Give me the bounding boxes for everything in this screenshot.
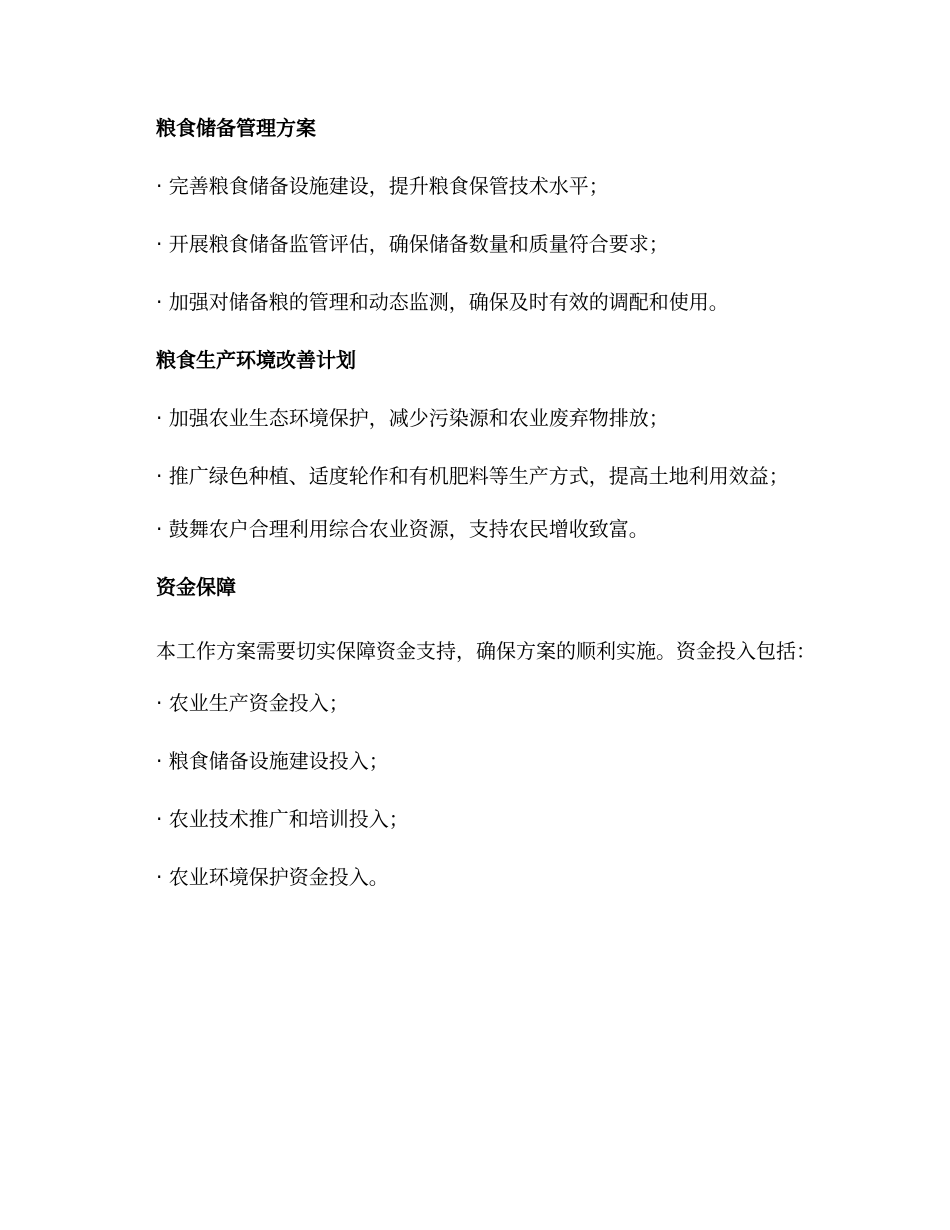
list-item: · 粮食储备设施建设投入； [156, 749, 389, 773]
list-item: · 完善粮食储备设施建设，提升粮食保管技术水平； [156, 174, 609, 198]
list-item: · 加强农业生态环境保护，减少污染源和农业废弃物排放； [156, 406, 669, 430]
list-item: · 农业技术推广和培训投入； [156, 807, 409, 831]
list-item: · 鼓舞农户合理利用综合农业资源，支持农民增收致富。 [156, 517, 649, 541]
document-page [112, 112, 838, 919]
list-item: · 开展粮食储备监管评估，确保储备数量和质量符合要求； [156, 232, 669, 256]
funding-paragraph: 本工作方案需要切实保障资金支持，确保方案的顺利实施。资金投入包括： [156, 639, 816, 663]
section-heading-funding: 资金保障 [156, 575, 236, 599]
section-heading-grain-reserve: 粮食储备管理方案 [156, 116, 316, 140]
section-heading-environment: 粮食生产环境改善计划 [156, 348, 356, 372]
list-item: · 农业环境保护资金投入。 [156, 865, 389, 889]
list-item: · 推广绿色种植、适度轮作和有机肥料等生产方式，提高土地利用效益； [156, 464, 789, 488]
list-item: · 农业生产资金投入； [156, 691, 349, 715]
list-item: · 加强对储备粮的管理和动态监测，确保及时有效的调配和使用。 [156, 290, 729, 314]
